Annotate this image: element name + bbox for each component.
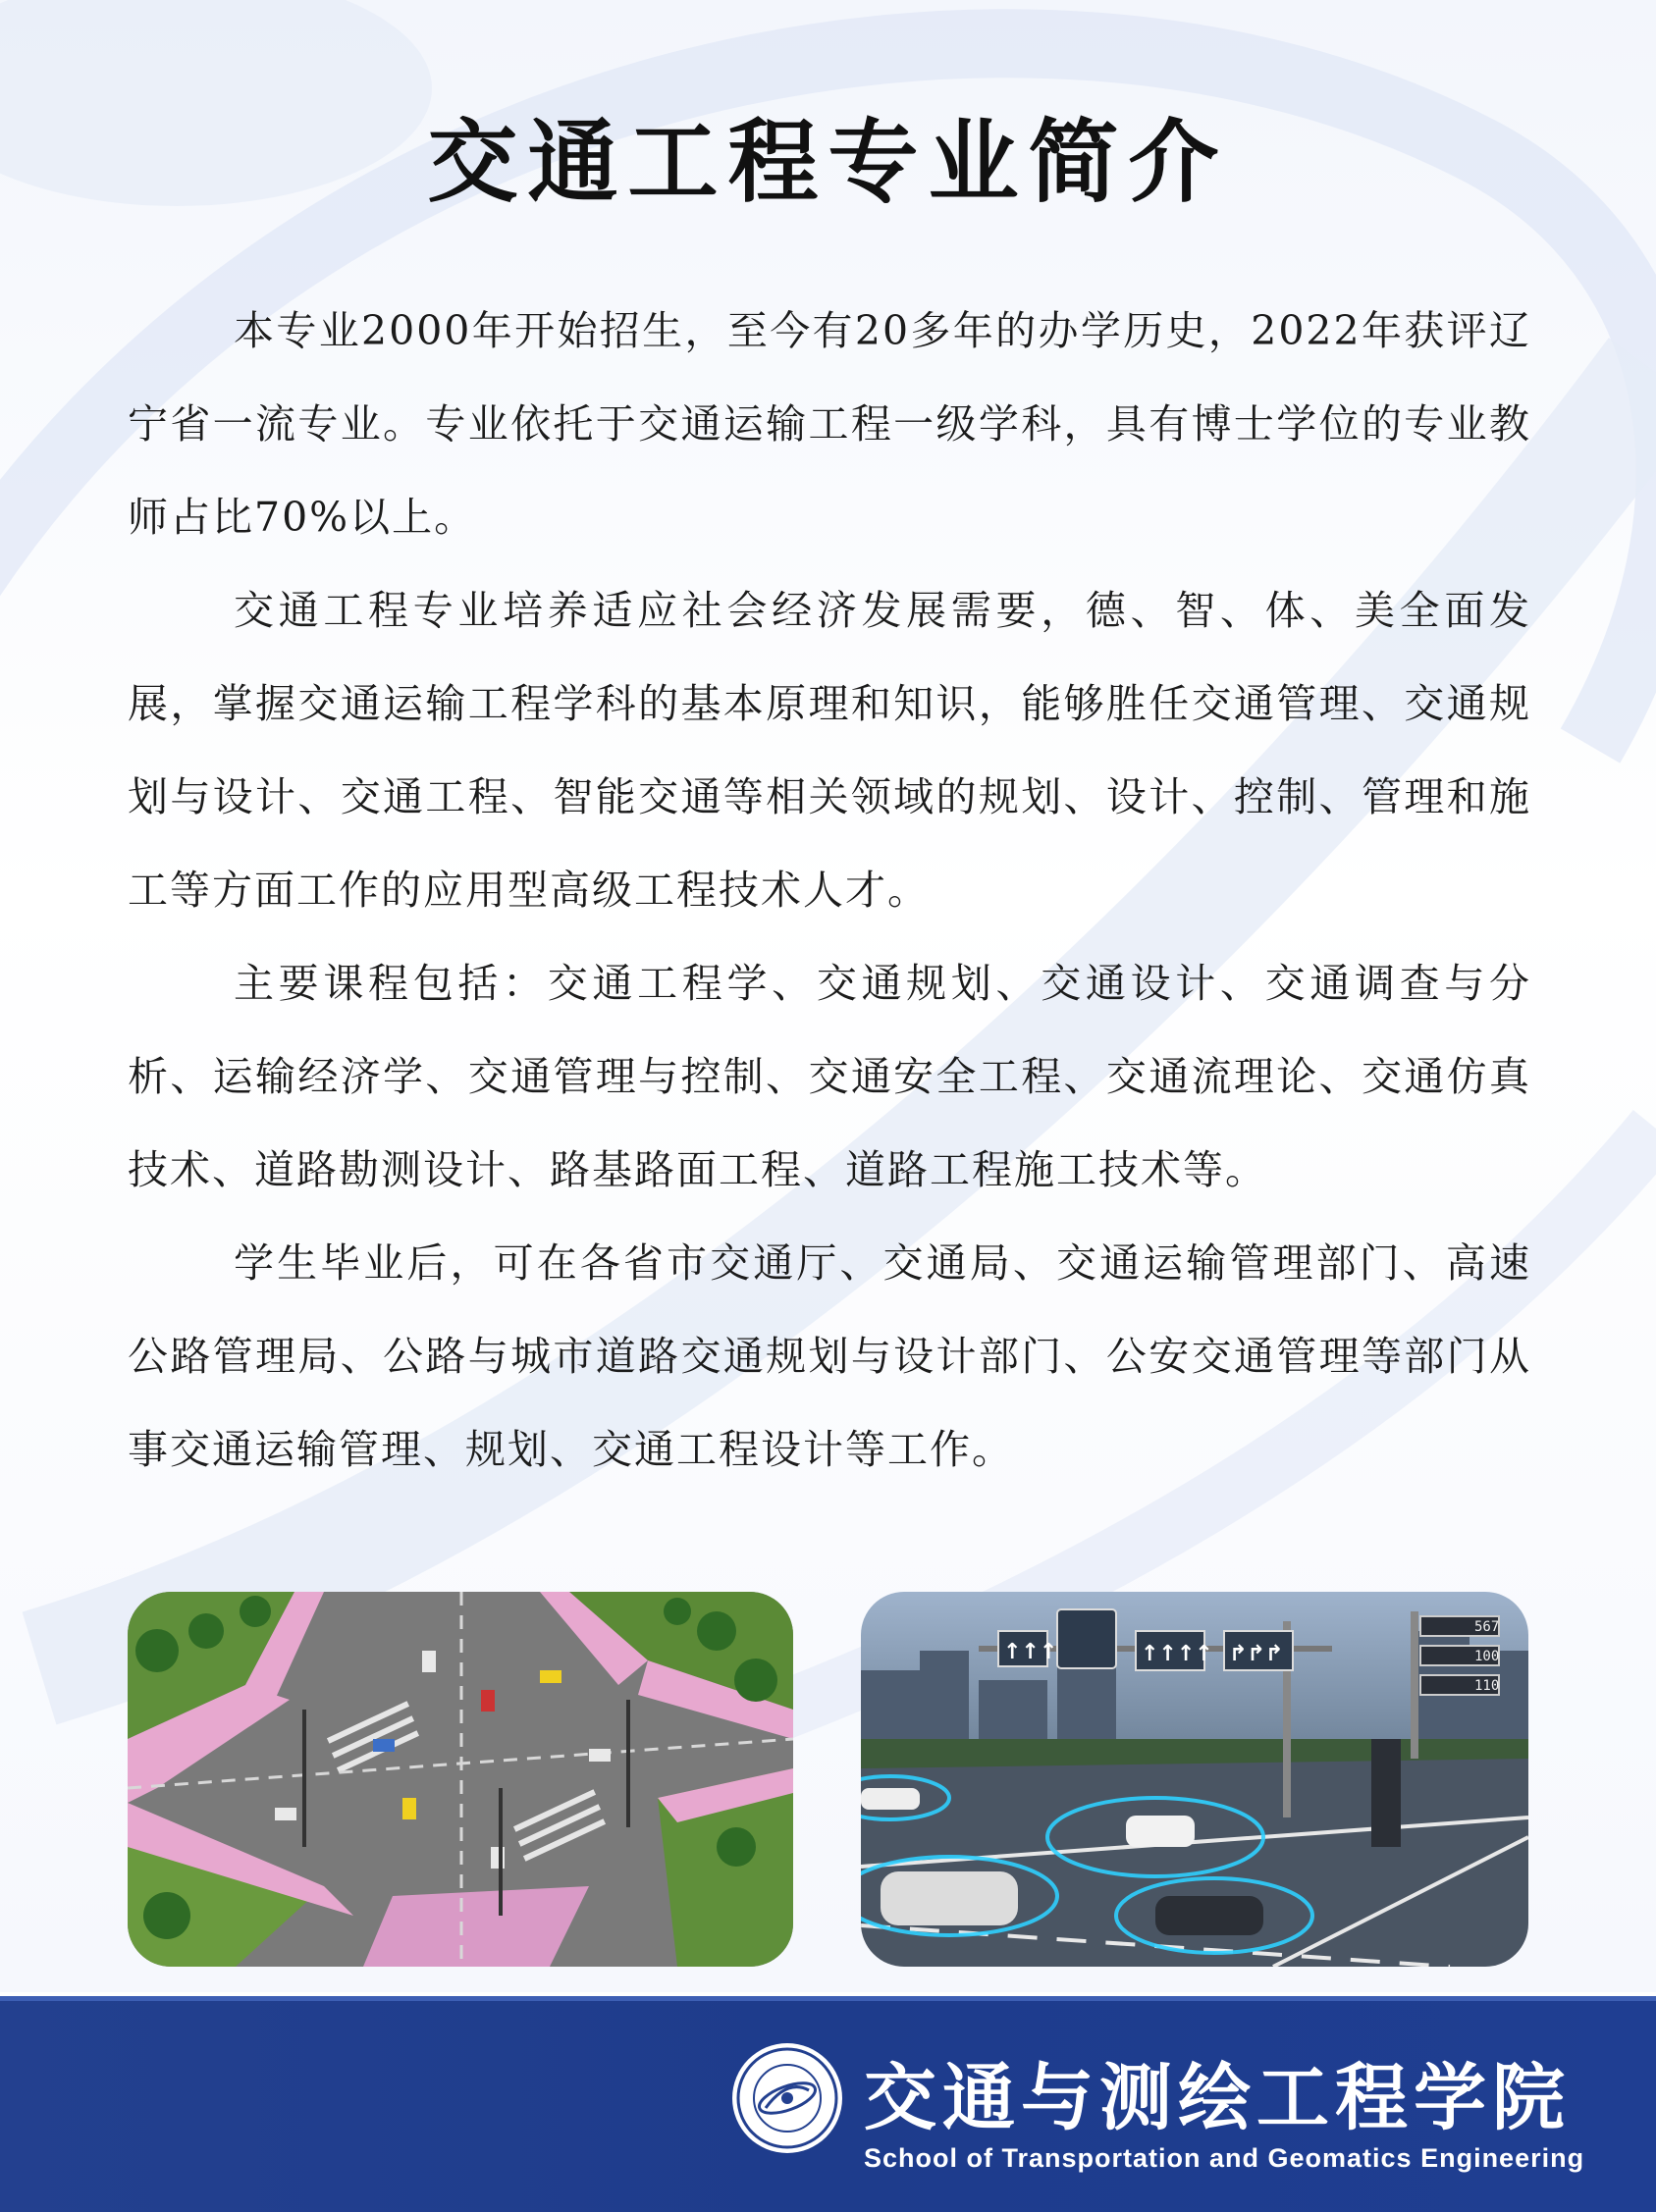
- sign-value-3: 110: [1474, 1678, 1500, 1694]
- intersection-image: [128, 1592, 793, 1967]
- footer-divider: [0, 1996, 1656, 2001]
- paragraph-objectives: 交通工程专业培养适应社会经济发展需要，德、智、体、美全面发展，掌握交通运输工程学科的基本原理和知识，能够胜任交通管理、交通规划与设计、交通工程、智能交通等相关领域的规划、设计、控制、管理和施工等方面工作的应用型高级工程技术人才。: [128, 587, 1531, 914]
- svg-text:↱↱↱: ↱↱↱: [1229, 1642, 1284, 1666]
- smart-traffic-image: [861, 1592, 1528, 1967]
- footer-banner: [0, 1996, 1656, 2212]
- sign-value-2: 100: [1474, 1649, 1500, 1664]
- paragraph-courses: 主要课程包括：交通工程学、交通规划、交通设计、交通调查与分析、运输经济学、交通管理与控制、交通安全工程、交通流理论、交通仿真技术、道路勘测设计、路基路面工程、道路工程施工技术等。: [128, 960, 1531, 1193]
- college-name-chinese: 交通与测绘工程学院: [864, 2056, 1571, 2140]
- sign-value-1: 567: [1474, 1619, 1500, 1635]
- page-title: 交通工程专业简介: [427, 110, 1229, 215]
- svg-text:↑↑↑↑: ↑↑↑↑: [1141, 1642, 1213, 1666]
- paragraph-history: 本专业2000年开始招生，至今有20多年的办学历史，2022年获评辽宁省一流专业。专业依托于交通运输工程一级学科，具有博士学位的专业教师占比70%以上。: [128, 307, 1531, 541]
- body-text: [128, 285, 1531, 1497]
- college-name-english: School of Transportation and Geomatics Engineering: [864, 2143, 1585, 2173]
- svg-text:↑↑↑: ↑↑↑: [1003, 1640, 1058, 1664]
- paragraph-careers: 学生毕业后，可在各省市交通厅、交通局、交通运输管理部门、高速公路管理局、公路与城市道路交通规划与设计部门、公安交通管理等部门从事交通运输管理、规划、交通工程设计等工作。: [128, 1239, 1531, 1473]
- university-emblem-icon: [728, 2039, 846, 2157]
